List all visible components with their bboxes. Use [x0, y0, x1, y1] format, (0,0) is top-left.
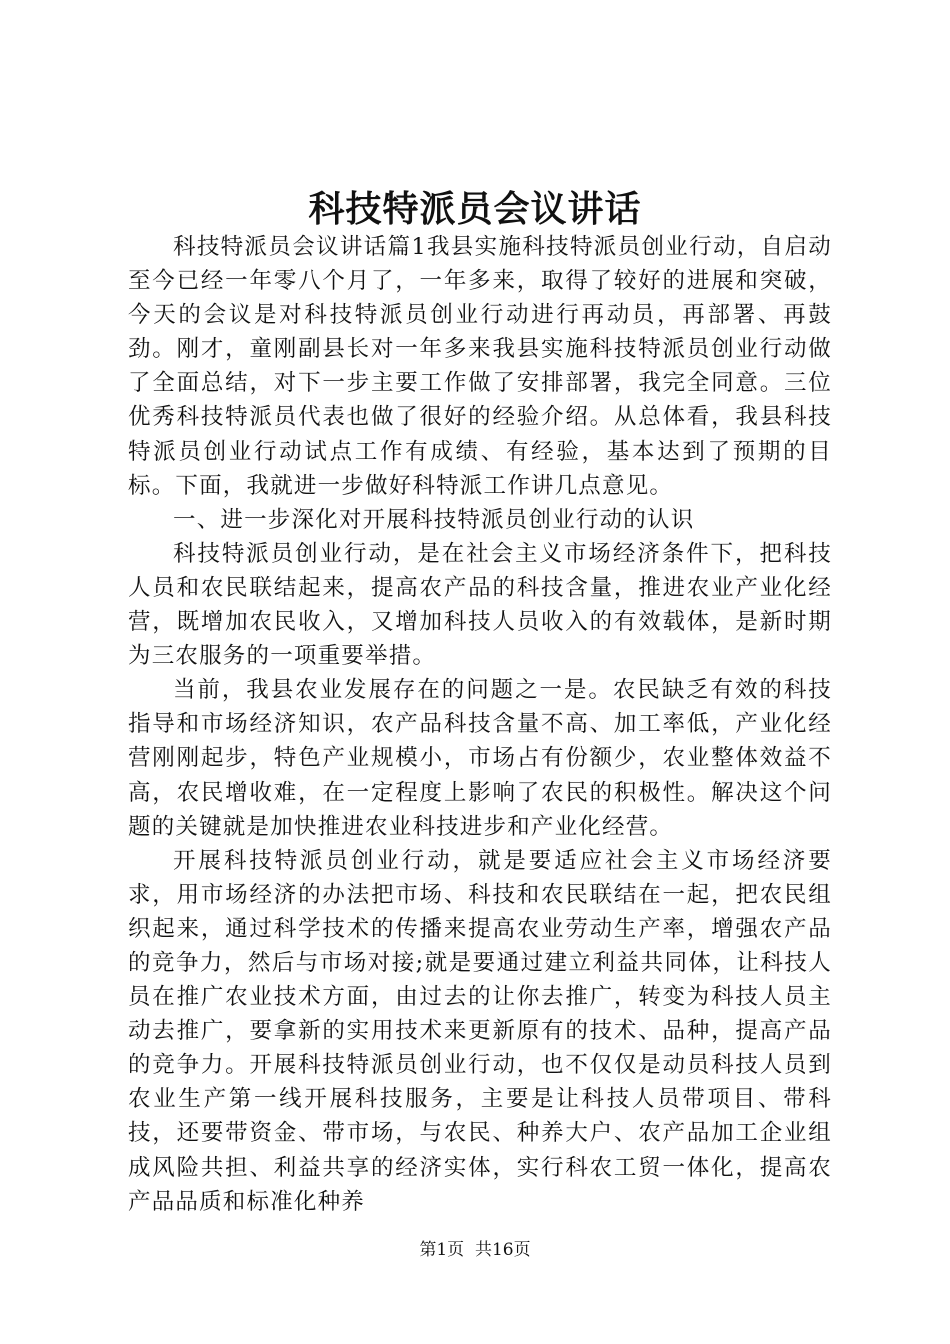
paragraph-current-problems: 当前，我县农业发展存在的问题之一是。农民缺乏有效的科技指导和市场经济知识，农产品科技含量不高、加工率低，产业化经营刚刚起步，特色产业规模小，市场占有份额少，农业整体效益不高，农民增收难，在一定程度上影响了农民的积极性。解决这个问题的关键就是加快推进农业科技进步和产业化经营。: [128, 677, 832, 840]
paragraph-action-purpose: 开展科技特派员创业行动，就是要适应社会主义市场经济要求，用市场经济的办法把市场、科技和农民联结在一起，把农民组织起来，通过科学技术的传播来提高农业劳动生产率，增强农产品的竞争力，然后与市场对接;就是要通过建立利益共同体，让科技人员在推广农业技术方面，由过去的让你去推广，转变为科技人员主动去推广，要拿新的实用技术来更新原有的技术、品种，提高产品的竞争力。开展科技特派员创业行动，也不仅仅是动员科技人员到农业生产第一线开展科技服务，主要是让科技人员带项目、带科技，还要带资金、带市场，与农民、种养大户、农产品加工企业组成风险共担、利益共享的经济实体，实行科农工贸一体化，提高农产品品质和标准化种养: [128, 847, 832, 1215]
section-heading-1: 一、进一步深化对开展科技特派员创业行动的认识: [173, 506, 695, 533]
document-body: [128, 230, 832, 1219]
paragraph-definition: 科技特派员创业行动，是在社会主义市场经济条件下，把科技人员和农民联结起来，提高农产品的科技含量，推进农业产业化经营，既增加农民收入，又增加科技人员收入的有效载体，是新时期为三农服务的一项重要举措。: [128, 540, 832, 670]
document-title: 科技特派员会议讲话: [308, 188, 642, 230]
paragraph-intro: 科技特派员会议讲话篇1我县实施科技特派员创业行动，自启动至今已经一年零八个月了，一年多来，取得了较好的进展和突破，今天的会议是对科技特派员创业行动进行再动员，再部署、再鼓劲。刚才，童刚副县长对一年多来我县实施科技特派员创业行动做了全面总结，对下一步主要工作做了安排部署，我完全同意。三位优秀科技特派员代表也做了很好的经验介绍。从总体看，我县科技特派员创业行动试点工作有成绩、有经验，基本达到了预期的目标。下面，我就进一步做好科特派工作讲几点意见。: [128, 234, 832, 499]
page-number-footer: 第1页 共16页: [419, 1240, 531, 1260]
